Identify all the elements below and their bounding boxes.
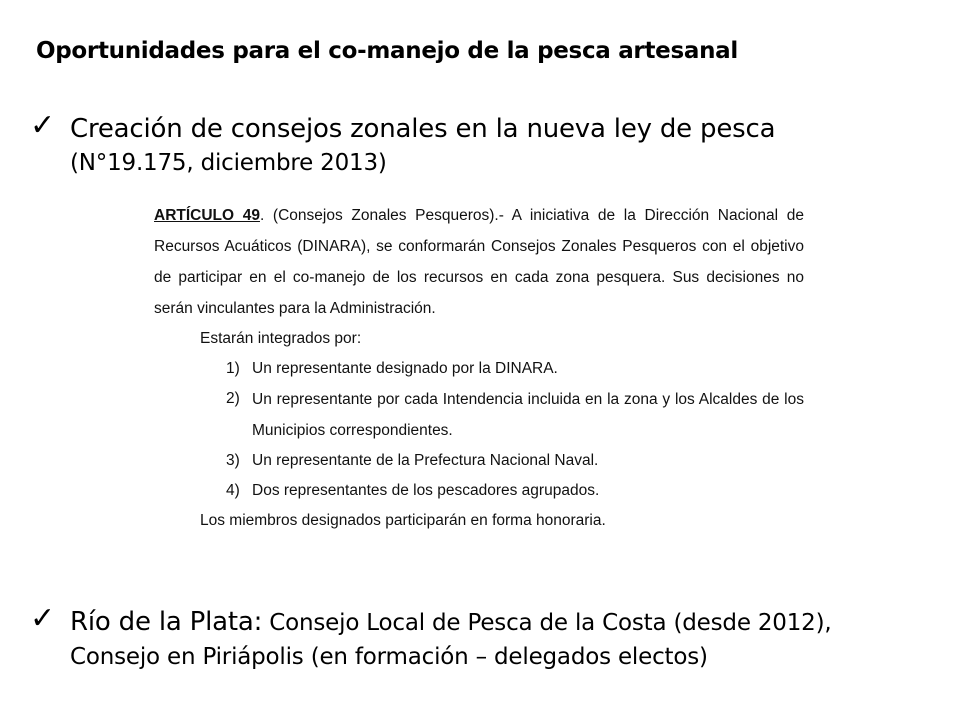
bullet-line-2: Consejo en Piriápolis (en formación – delegados electos) xyxy=(70,644,708,670)
bullet-text xyxy=(70,605,950,674)
closing-note: Los miembros designados participarán en forma honoraria. xyxy=(200,512,606,529)
bullet-rio-de-la-plata xyxy=(30,601,950,674)
article-body: . (Consejos Zonales Pesqueros).- A iniciativa de la Dirección Nacional de Recursos Acuáticos (DINARA), se conformarán Consejos Zonales Pesqueros con el objetivo de participar en el co-manejo de los recursos en cada zona pesquera. Sus decisiones no serán vinculantes para la Administración. xyxy=(154,207,804,317)
list-item xyxy=(226,384,804,446)
bullet-line-1: Creación de consejos zonales en la nueva ley de pesca xyxy=(70,114,776,144)
bullet-line-2: (N°19.175, diciembre 2013) xyxy=(70,150,387,176)
item-text: Dos representantes de los pescadores agrupados. xyxy=(252,482,600,499)
item-number: 4) xyxy=(226,482,240,499)
bullet-text xyxy=(70,112,950,180)
bullet-lead: Río de la Plata: xyxy=(70,607,263,637)
bullet-consejos-zonales xyxy=(30,108,950,180)
item-text: Un representante por cada Intendencia incluida en la zona y los Alcaldes de los Municipios correspondientes. xyxy=(252,391,804,439)
slide-title: Oportunidades para el co-manejo de la pesca artesanal xyxy=(36,38,738,64)
item-text: Un representante designado por la DINARA. xyxy=(252,360,558,377)
bullet-line-1-rest: Consejo Local de Pesca de la Costa (desde 2012), xyxy=(262,610,832,636)
item-number: 1) xyxy=(226,360,240,377)
check-icon: ✓ xyxy=(30,601,56,636)
list-item xyxy=(226,354,804,384)
item-text: Un representante de la Prefectura Nacional Naval. xyxy=(252,452,599,469)
item-number: 2) xyxy=(226,390,240,407)
article-label: ARTÍCULO 49 xyxy=(154,207,260,224)
item-number: 3) xyxy=(226,452,240,469)
list-item xyxy=(226,446,804,476)
law-excerpt xyxy=(154,200,804,536)
members-intro: Estarán integrados por: xyxy=(200,330,362,347)
check-icon: ✓ xyxy=(30,108,56,143)
bullet-line-1 xyxy=(70,605,950,640)
list-item xyxy=(226,476,804,506)
article-paragraph xyxy=(154,200,804,324)
